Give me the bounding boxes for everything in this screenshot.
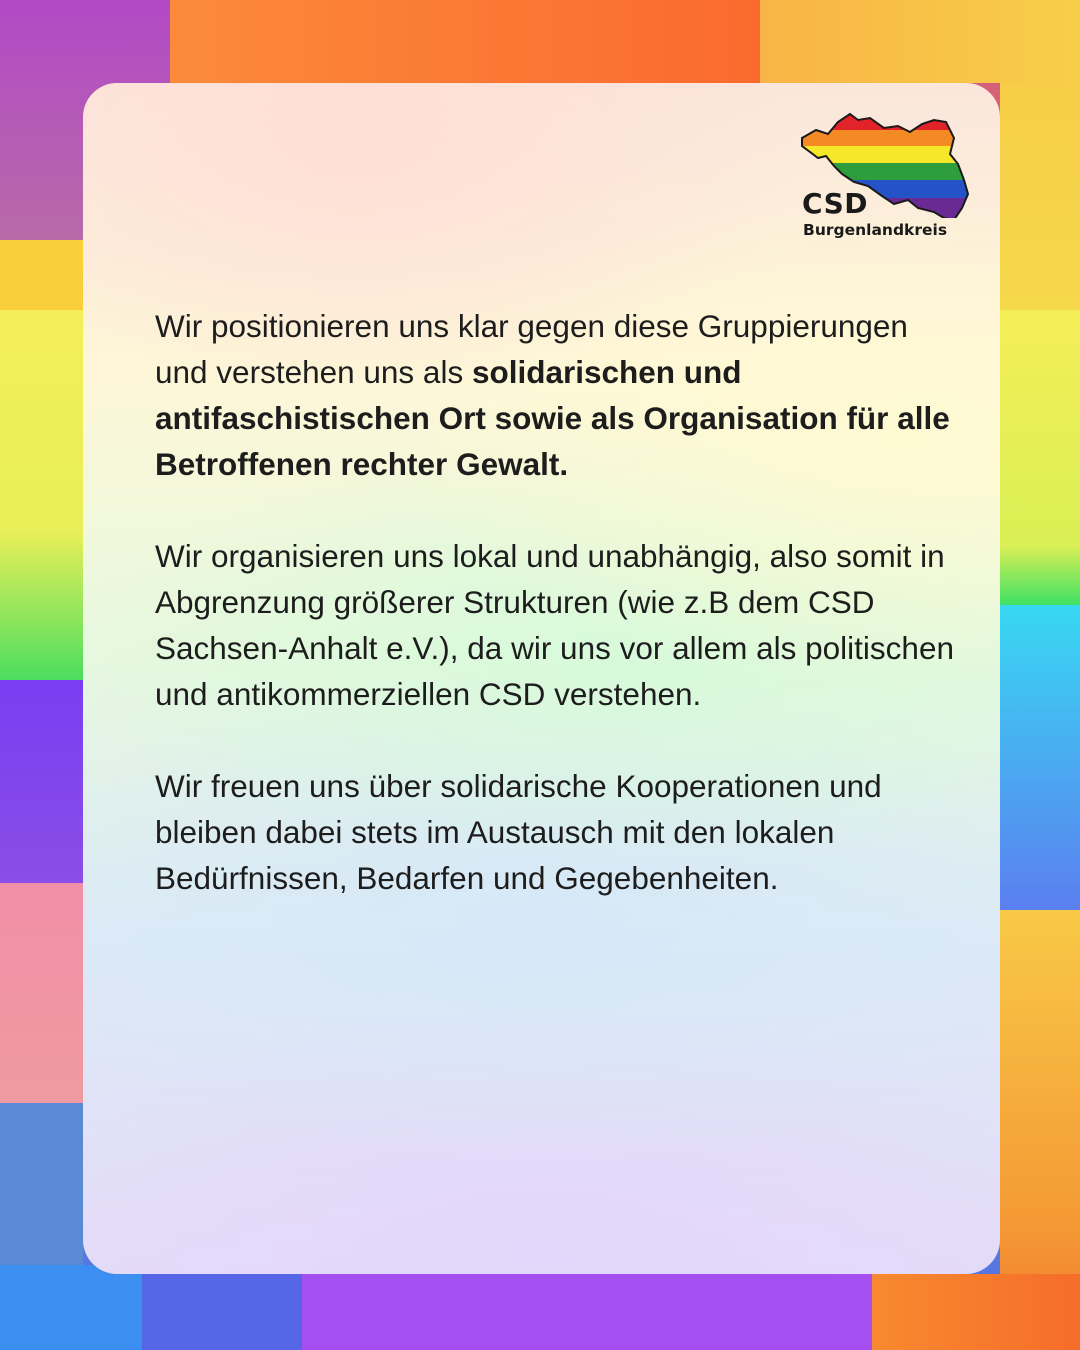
logo-title: CSD <box>802 187 868 220</box>
paragraph-1-normal: Wir positionieren uns klar gegen diese Gruppierungen und verstehen uns als <box>155 308 908 390</box>
csd-logo <box>798 108 970 248</box>
bg-block-right-yellow <box>1000 310 1080 605</box>
bg-block-left-pink <box>0 883 83 1103</box>
paragraph-2 <box>155 533 955 717</box>
bg-block-left-purple <box>0 680 83 883</box>
paragraph-2-text: Wir organisieren uns lokal und unabhängig, also somit in Abgrenzung größerer Strukturen (wie z.B dem CSD Sachsen-Anhalt e.V.), da wir uns vor allem als politischen und antikommerziellen CSD verstehen. <box>155 538 954 712</box>
bg-block-left-blue <box>0 1103 83 1265</box>
bg-block-right-top <box>1000 83 1080 310</box>
bg-block-bottom-violet <box>302 1274 872 1350</box>
bg-block-left-lime <box>0 310 83 680</box>
statement-text <box>155 303 955 947</box>
content-card <box>83 83 1000 1274</box>
bg-block-bottom-orange <box>872 1274 1080 1350</box>
paragraph-1 <box>155 303 955 487</box>
logo-subtitle: Burgenlandkreis <box>803 221 948 239</box>
paragraph-3-text: Wir freuen uns über solidarische Kooperationen und bleiben dabei stets im Austausch mit den lokalen Bedürfnissen, Bedarfen und Gegebenheiten. <box>155 768 882 896</box>
bg-block-bottom-indigo <box>142 1274 302 1350</box>
bg-block-top-right <box>760 0 1080 83</box>
bg-block-right-cyan <box>1000 605 1080 910</box>
bg-block-top-center <box>170 0 760 83</box>
paragraph-3 <box>155 763 955 901</box>
paragraph-1-bold: solidarischen und antifaschistischen Ort sowie als Organisation für alle Betroffenen rechter Gewalt. <box>155 354 950 482</box>
bg-block-left-yellow <box>0 240 83 310</box>
bg-block-bottom-blue <box>0 1265 142 1350</box>
